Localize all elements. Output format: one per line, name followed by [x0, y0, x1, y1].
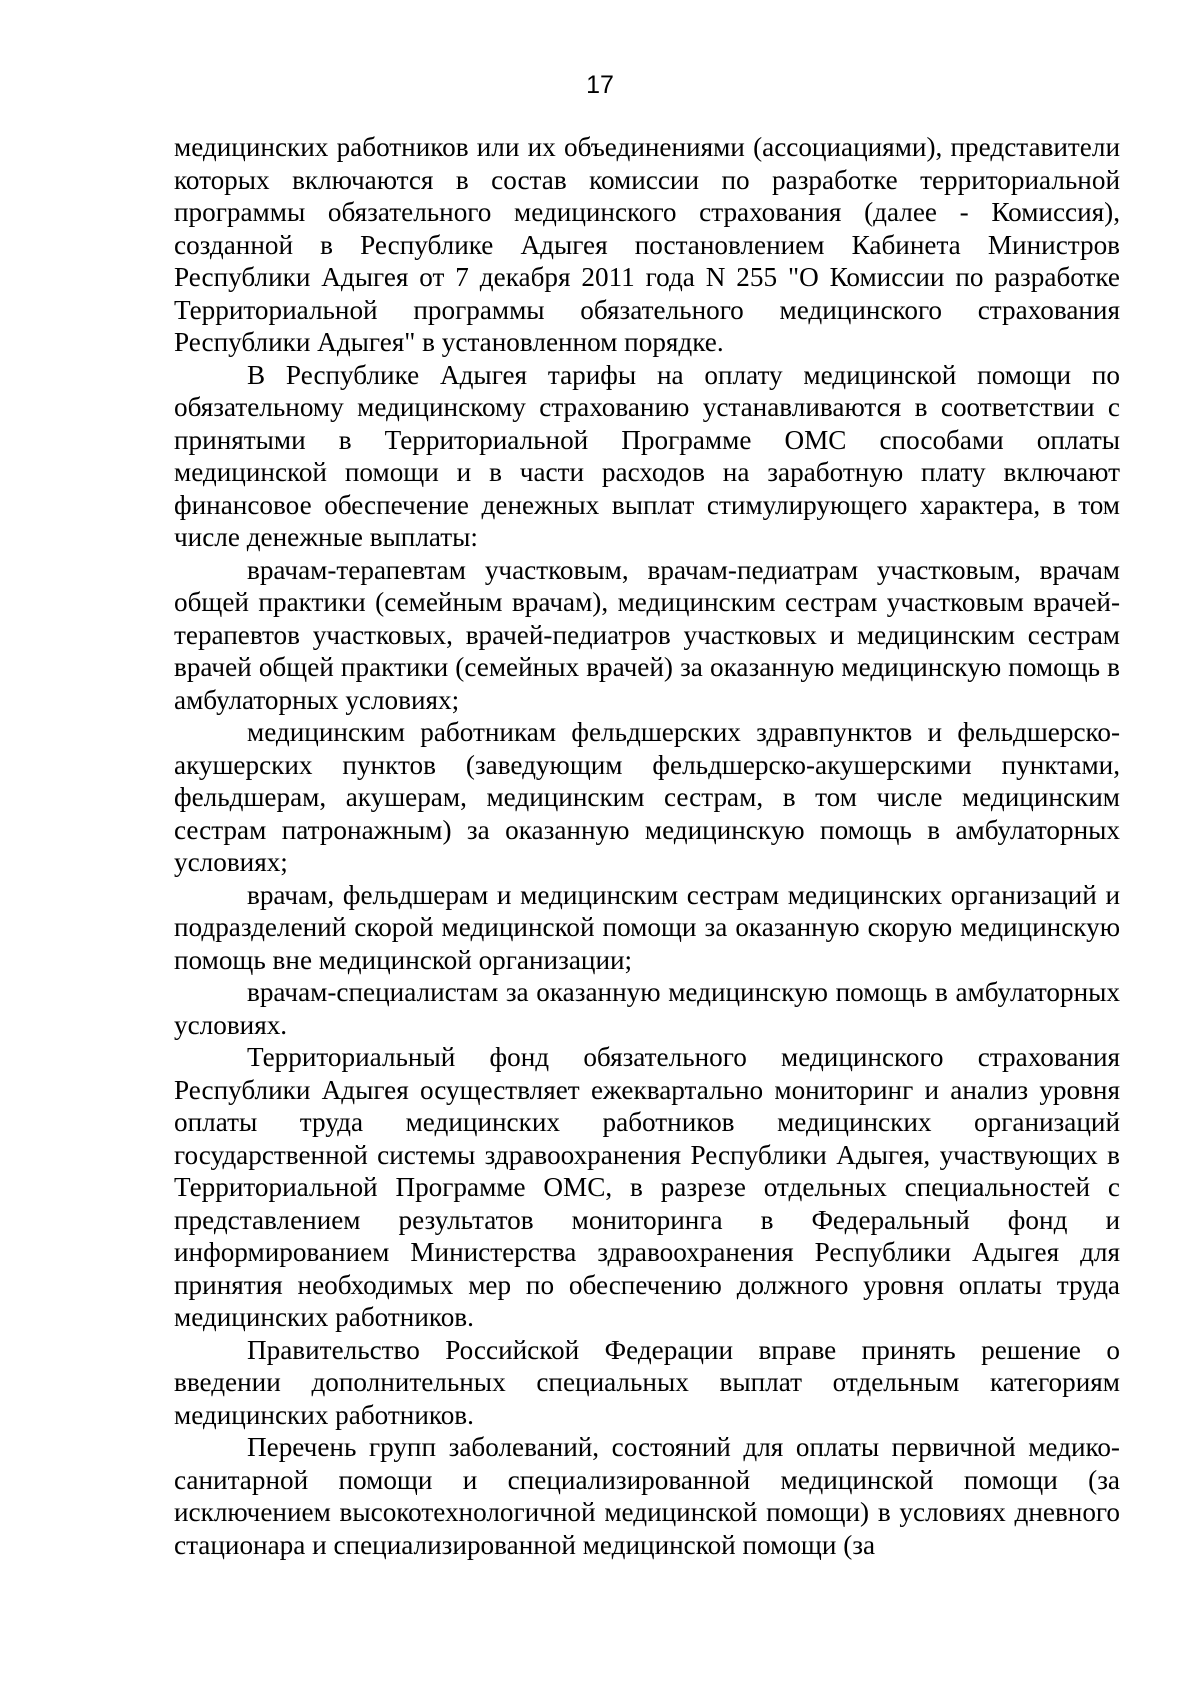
paragraph-list-item-specialists: врачам-специалистам за оказанную медицинскую помощь в амбулаторных условиях.	[174, 977, 1120, 1040]
paragraph-list-item-district-doctors: врачам-терапевтам участковым, врачам-педиатрам участковым, врачам общей практики (семейным врачам), медицинским сестрам участковым врачей-терапевтов участковых, врачей-педиатров участковых и медицинским сестрам врачей общей практики (семейных врачей) за оказанную медицинскую помощь в амбулаторных условиях;	[174, 554, 1120, 715]
paragraph-monitoring: Территориальный фонд обязательного медицинского страхования Республики Адыгея осуществляет ежеквартально мониторинг и анализ уровня оплаты труда медицинских работников медицинских организаций государственной системы здравоохранения Республики Адыгея, участвующих в Территориальной Программе ОМС, в разрезе отдельных специальностей с представлением результатов мониторинга в Федеральный фонд и информированием Министерства здравоохранения Республики Адыгея для принятия необходимых мер по обеспечению должного уровня оплаты труда медицинских работников.	[174, 1042, 1120, 1332]
page-number: 17	[586, 71, 614, 99]
paragraph-continuation: медицинских работников или их объединениями (ассоциациями), представители которых включаются в состав комиссии по разработке территориальной программы обязательного медицинского страхования (далее - Комиссия), созданной в Республике Адыгея постановлением Кабинета Министров Республики Адыгея от 7 декабря 2011 года N 255 "О Комиссии по разработке Территориальной программы обязательного медицинского страхования Республики Адыгея" в установленном порядке.	[174, 132, 1120, 357]
paragraph-list-item-emergency-care: врачам, фельдшерам и медицинским сестрам медицинских организаций и подразделений скорой медицинской помощи за оказанную скорую медицинскую помощь вне медицинской организации;	[174, 879, 1120, 975]
paragraph-disease-groups: Перечень групп заболеваний, состояний для оплаты первичной медико-санитарной помощи и специализированной медицинской помощи (за исключением высокотехнологичной медицинской помощи) в условиях дневного стационара и специализированной медицинской помощи (за	[174, 1432, 1120, 1560]
paragraph-list-item-feldsher-points: медицинским работникам фельдшерских здравпунктов и фельдшерско-акушерских пунктов (заведующим фельдшерско-акушерскими пунктами, фельдшерам, акушерам, медицинским сестрам, в том числе медицинским сестрам патронажным) за оказанную медицинскую помощь в амбулаторных условиях;	[174, 717, 1120, 877]
paragraph-tariffs: В Республике Адыгея тарифы на оплату медицинской помощи по обязательному медицинскому страхованию устанавливаются в соответствии с принятыми в Территориальной Программе ОМС способами оплаты медицинской помощи и в части расходов на заработную плату включают финансовое обеспечение денежных выплат стимулирующего характера, в том числе денежные выплаты:	[174, 359, 1120, 552]
document-body	[174, 131, 1120, 1561]
paragraph-government-decision: Правительство Российской Федерации вправе принять решение о введении дополнительных специальных выплат отдельным категориям медицинских работников.	[174, 1334, 1120, 1430]
